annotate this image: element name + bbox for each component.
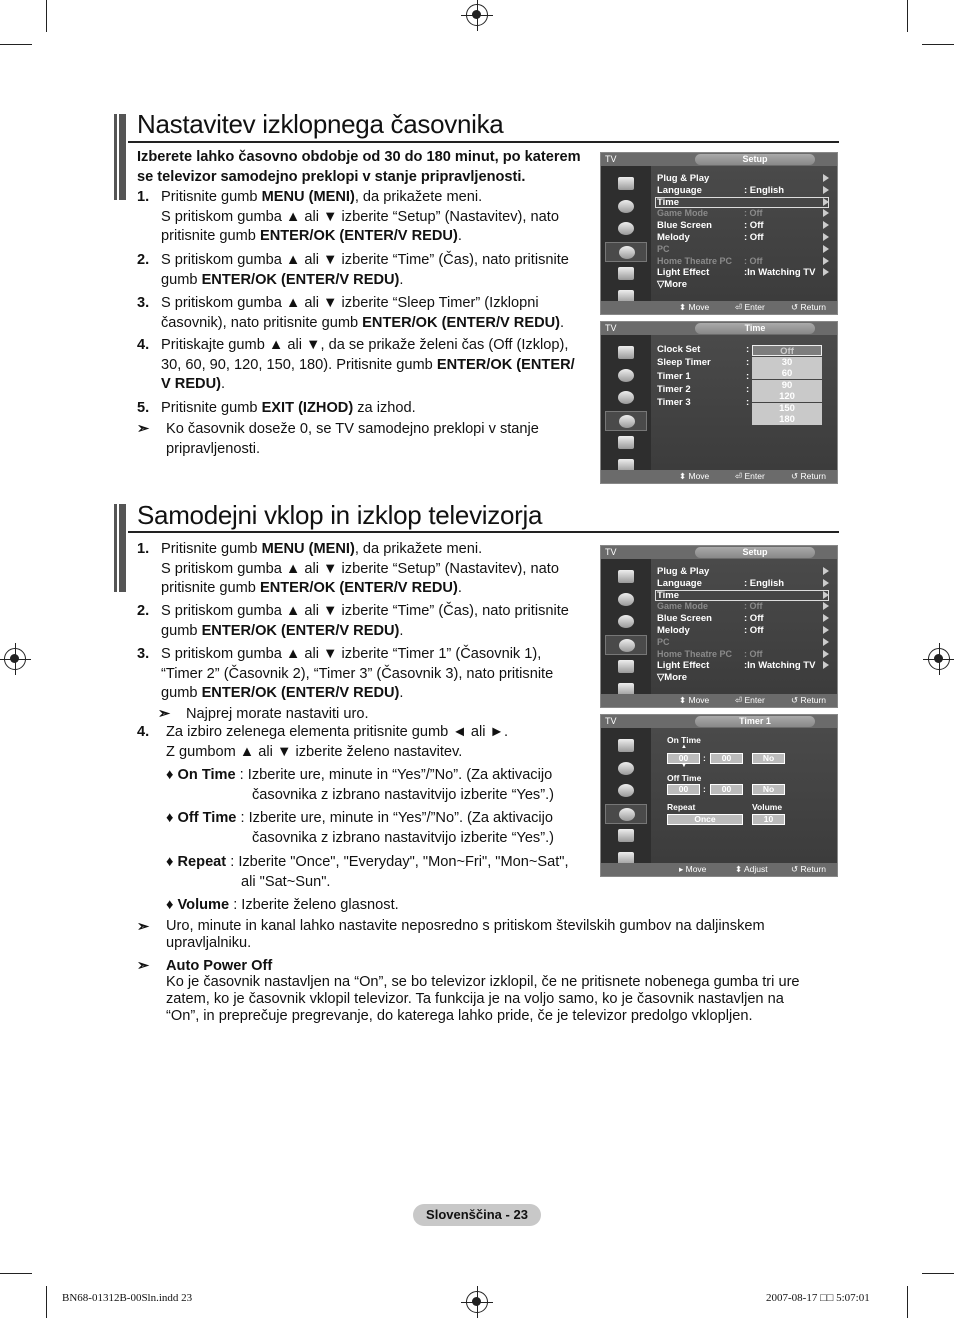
arrow-right-icon	[823, 650, 829, 658]
on-time-label: On Time	[667, 735, 701, 745]
arrow-right-icon	[823, 626, 829, 634]
menu-item-label[interactable]: Light Effect	[657, 660, 710, 672]
menu-item-label[interactable]: PC	[657, 636, 670, 647]
menu-item-value: : Off	[744, 208, 763, 219]
menu-item-value: : English	[744, 184, 785, 196]
off-time-yes-no-field[interactable]: No	[752, 784, 785, 795]
sound-icon	[618, 762, 634, 775]
crop-mark	[0, 44, 32, 45]
step-number: 5.	[137, 400, 150, 416]
menu-item-value: : Off	[744, 255, 763, 266]
section1-rule	[128, 141, 839, 143]
volume-field[interactable]: 10	[752, 814, 785, 825]
menu-item-label[interactable]: Home Theatre PC	[657, 255, 733, 266]
note-arrow-icon: ➣	[137, 958, 150, 974]
arrow-right-icon	[823, 209, 829, 217]
move-hint: ⬍ Move	[679, 302, 710, 312]
sleep-timer-option[interactable]: 30	[752, 357, 822, 368]
return-hint: ↺ Return	[791, 695, 826, 705]
step-text: časovnik), nato pritisnite gumb ENTER/OK (ENTER/V REDU).	[161, 314, 565, 331]
menu-item-label[interactable]: Home Theatre PC	[657, 648, 733, 659]
menu-item-value: :In Watching TV	[744, 660, 816, 672]
menu-item-value: : Off	[744, 232, 764, 243]
arrow-right-icon	[823, 567, 829, 575]
menu-item-label[interactable]: Game Mode	[657, 601, 709, 612]
menu-item-label[interactable]: ▽More	[657, 279, 688, 291]
auto-power-off-text: zatem, ko je časovnik vklopil televizor. Ta funkcija je na voljo samo, ko je časovnik nastavljen na	[166, 991, 784, 1007]
menu-item-value: : Off	[744, 220, 764, 232]
input-icon	[618, 660, 634, 673]
setup-icon	[619, 415, 635, 428]
side-menu-item[interactable]	[605, 759, 647, 779]
side-menu	[601, 166, 651, 301]
repeat-field[interactable]: Once	[667, 814, 743, 825]
note-arrow-icon: ➣	[137, 421, 150, 437]
step-text: S pritiskom gumba ▲ ali ▼ izberite “Time” (Čas), nato pritisnite	[161, 252, 569, 268]
tv-label: TV	[605, 716, 617, 726]
step-text: 30, 60, 90, 120, 150, 180). Pritisnite gumb ENTER/OK (ENTER/	[161, 356, 575, 373]
menu-item-label[interactable]: Melody	[657, 232, 690, 243]
step-text: pritisnite gumb ENTER/OK (ENTER/V REDU).	[161, 580, 462, 596]
return-hint: ↺ Return	[791, 302, 826, 312]
bullet-item: ali "Sat~Sun".	[241, 873, 331, 890]
page-number-label: Slovenščina - 23	[413, 1204, 541, 1226]
registration-mark-icon	[466, 4, 488, 26]
on-time-minute-field[interactable]: 00	[710, 753, 743, 764]
menu-item-value: :	[746, 370, 750, 382]
menu-item-label[interactable]: Blue Screen	[657, 613, 712, 625]
side-menu-item[interactable]	[605, 826, 647, 846]
bullet-item: ♦ Repeat : Izberite "Once", "Everyday", "Mon~Fri", "Mon~Sat",	[166, 854, 569, 870]
channel-icon	[618, 615, 634, 628]
menu-item-label[interactable]: Light Effect	[657, 267, 710, 279]
channel-icon	[618, 391, 634, 404]
crop-mark	[922, 44, 954, 45]
step-number: 3.	[137, 295, 150, 311]
step-text: gumb ENTER/OK (ENTER/V REDU).	[161, 622, 404, 639]
step-number: 1.	[137, 189, 150, 205]
setup-menu-panel	[600, 545, 838, 708]
move-hint: ▸ Move	[679, 864, 707, 874]
side-menu-item[interactable]	[605, 657, 647, 677]
side-menu-item[interactable]	[605, 612, 647, 632]
sound-icon	[618, 593, 634, 606]
registration-mark-icon	[928, 648, 950, 670]
menu-title: Time	[695, 323, 815, 334]
section-bar	[114, 504, 126, 592]
step-number: 2.	[137, 252, 150, 268]
enter-hint: ⏎ Enter	[735, 471, 765, 481]
timer1-menu-panel	[600, 714, 838, 877]
step-text: Z gumbom ▲ ali ▼ izberite želeno nastavitev.	[166, 743, 463, 760]
side-menu-item[interactable]	[605, 411, 647, 431]
arrow-right-icon	[823, 233, 829, 241]
menu-item-value: : Off	[744, 625, 764, 636]
menu-item-value: : Off	[744, 648, 763, 659]
menu-item-label[interactable]: Language	[657, 577, 702, 589]
repeat-label: Repeat	[667, 802, 696, 812]
file-slug: BN68-01312B-00Sln.indd 23	[62, 1292, 193, 1304]
separator: :	[703, 753, 706, 763]
selected-row-highlight	[655, 197, 829, 208]
step-text: pritisnite gumb ENTER/OK (ENTER/V REDU).	[161, 228, 462, 244]
menu-item-label[interactable]: Plug & Play	[657, 173, 710, 184]
tv-label: TV	[605, 323, 617, 333]
side-menu-item[interactable]	[605, 174, 647, 194]
move-hint: ⬍ Move	[679, 471, 710, 481]
bullet-item: časovnika z izbrano nastavitvijo izberite “Yes”.)	[252, 829, 555, 846]
step-text: V REDU).	[161, 376, 226, 392]
picture-icon	[618, 570, 634, 583]
side-menu-item[interactable]	[605, 242, 647, 262]
enter-hint: ⏎ Enter	[735, 302, 765, 312]
crop-mark	[0, 1273, 32, 1274]
menu-item-value: :	[746, 397, 750, 409]
step-number: 3.	[137, 646, 150, 662]
menu-item-label[interactable]: Timer 2	[657, 383, 691, 395]
step-number: 4.	[137, 337, 150, 353]
menu-item-label[interactable]: Plug & Play	[657, 566, 710, 577]
menu-item-label[interactable]: ▽More	[657, 672, 688, 684]
bullet-item: ♦ Off Time : Izberite ure, minute in “Yes”/”No”. (Za aktivacijo	[166, 810, 554, 826]
enter-hint: ⏎ Enter	[735, 695, 765, 705]
sound-icon	[618, 369, 634, 382]
return-hint: ↺ Return	[791, 471, 826, 481]
section-bar	[114, 114, 126, 200]
step-number: 2.	[137, 603, 150, 619]
input-icon	[618, 267, 634, 280]
menu-item-value: :	[746, 344, 750, 355]
note-text: upravljalniku.	[166, 935, 252, 951]
menu-item-value: : English	[744, 577, 785, 589]
note-arrow-icon: ➣	[158, 706, 171, 722]
step-text: Pritisnite gumb EXIT (IZHOD) za izhod.	[161, 400, 416, 416]
menu-bottombar	[601, 470, 837, 483]
setup-icon	[619, 639, 635, 652]
setup-icon	[619, 246, 635, 259]
down-arrow-icon: ▼	[681, 763, 687, 769]
menu-item-label[interactable]: Time	[657, 589, 680, 601]
arrow-right-icon	[823, 602, 829, 610]
bullet-item: ♦ Volume : Izberite želeno glasnost.	[166, 897, 399, 913]
side-menu-item[interactable]	[605, 219, 647, 239]
crop-mark	[46, 1286, 47, 1318]
input-icon	[618, 829, 634, 842]
bullet-item: ♦ On Time : Izberite ure, minute in “Yes”/”No”. (Za aktivacijo	[166, 767, 553, 783]
input-icon	[618, 436, 634, 449]
menu-content	[651, 728, 837, 863]
arrow-right-icon	[823, 186, 829, 194]
note-text: Ko časovnik doseže 0, se TV samodejno preklopi v stanje	[166, 421, 539, 437]
menu-item-label[interactable]: Language	[657, 184, 702, 196]
side-menu	[601, 559, 651, 694]
menu-item-label[interactable]: Timer 1	[657, 370, 691, 382]
menu-item-value: :	[746, 383, 750, 395]
on-time-yes-no-field[interactable]: No	[752, 753, 785, 764]
crop-mark	[922, 1273, 954, 1274]
sound-icon	[618, 200, 634, 213]
section1-intro: Izberete lahko časovno obdobje od 30 do 180 minut, po katerem se televizor samodejno preklopi v stanje pripravljenosti.	[137, 149, 581, 185]
off-time-hour-field[interactable]: 00	[667, 784, 700, 795]
sleep-timer-option[interactable]: 90	[752, 380, 822, 391]
section2-title: Samodejni vklop in izklop televizorja	[137, 500, 543, 530]
side-menu-item[interactable]	[605, 433, 647, 453]
crop-mark	[46, 0, 47, 32]
menu-item-value: :In Watching TV	[744, 267, 816, 279]
sleep-timer-option[interactable]: 180	[752, 414, 822, 425]
side-menu-item[interactable]	[605, 197, 647, 217]
registration-mark-icon	[4, 648, 26, 670]
side-menu	[601, 335, 651, 470]
side-menu-item[interactable]	[605, 804, 647, 824]
menu-item-label[interactable]: Melody	[657, 625, 690, 636]
menu-item-label[interactable]: Time	[657, 196, 680, 208]
auto-power-off-title: Auto Power Off	[166, 958, 273, 974]
step-number: 4.	[137, 724, 150, 740]
step-text: S pritiskom gumba ▲ ali ▼ izberite “Sleep Timer” (Izklopni	[161, 295, 539, 311]
arrow-right-icon	[823, 174, 829, 182]
menu-item-label[interactable]: Sleep Timer	[657, 357, 711, 369]
side-menu-item[interactable]	[605, 635, 647, 655]
step-text: gumb ENTER/OK (ENTER/V REDU).	[161, 685, 404, 701]
setup-icon	[619, 808, 635, 821]
on-time-hour-field[interactable]: 00	[667, 753, 700, 764]
crop-mark	[907, 0, 908, 32]
note-text: pripravljenosti.	[166, 440, 261, 457]
move-hint: ⬍ Move	[679, 695, 710, 705]
menu-title: Setup	[695, 154, 815, 165]
off-time-minute-field[interactable]: 00	[710, 784, 743, 795]
note-text: Uro, minute in kanal lahko nastavite neposredno s pritiskom številskih gumbov na daljinskem	[166, 918, 765, 934]
step-text: S pritiskom gumba ▲ ali ▼ izberite “Setup” (Nastavitev), nato	[161, 208, 559, 225]
auto-power-off-text: “On”, in preprečuje pregrevanje, do katerega lahko pride, če je televizor predolgo vklopljen.	[166, 1008, 753, 1024]
sleep-timer-option[interactable]: 120	[752, 391, 822, 402]
up-arrow-icon: ▲	[681, 744, 687, 750]
side-menu-item[interactable]	[605, 781, 647, 801]
menu-bottombar	[601, 694, 837, 707]
separator: :	[703, 784, 706, 794]
side-menu-item[interactable]	[605, 264, 647, 284]
off-time-label: Off Time	[667, 773, 702, 783]
arrow-right-icon	[823, 579, 829, 587]
menu-content	[651, 559, 837, 694]
arrow-right-icon	[823, 245, 829, 253]
date-slug: 2007-08-17 □□ 5:07:01	[766, 1292, 870, 1304]
arrow-right-icon	[823, 221, 829, 229]
picture-icon	[618, 346, 634, 359]
step-text: Pritisnite gumb MENU (MENI), da prikažete meni.	[161, 541, 483, 557]
step-text: “Timer 2” (Časovnik 2), “Timer 3” (Časovnik 3), nato pritisnite	[161, 665, 554, 682]
arrow-right-icon	[823, 614, 829, 622]
step-text: S pritiskom gumba ▲ ali ▼ izberite “Time” (Čas), nato pritisnite	[161, 603, 569, 619]
volume-label: Volume	[752, 802, 783, 812]
tv-label: TV	[605, 547, 617, 557]
menu-item-label[interactable]: PC	[657, 243, 670, 254]
step-text: S pritiskom gumba ▲ ali ▼ izberite “Timer 1” (Časovnik 1),	[161, 646, 542, 662]
menu-item-value: : Off	[744, 613, 764, 625]
menu-content	[651, 166, 837, 301]
arrow-right-icon	[823, 257, 829, 265]
side-menu-item[interactable]	[605, 366, 647, 386]
setup-menu-panel	[600, 152, 838, 315]
arrow-right-icon	[823, 661, 829, 669]
auto-power-off-text: Ko je časovnik nastavljen na “On”, se bo televizor izklopil, če ne pritisnete nobenega gumba tri ure	[166, 974, 800, 990]
channel-icon	[618, 222, 634, 235]
return-hint: ↺ Return	[791, 864, 826, 874]
note-arrow-icon: ➣	[137, 919, 150, 935]
arrow-right-icon	[823, 638, 829, 646]
step-number: 1.	[137, 541, 150, 557]
crop-mark	[907, 1286, 908, 1318]
menu-bottombar	[601, 301, 837, 314]
menu-content	[651, 335, 837, 470]
step-text: Za izbiro zelenega elementa pritisnite gumb ◄ ali ►.	[166, 724, 509, 740]
registration-mark-icon	[466, 1291, 488, 1313]
bullet-item: časovnika z izbrano nastavitvijo izberite “Yes”.)	[252, 786, 555, 803]
menu-item-value: : Off	[744, 601, 763, 612]
step-text: Pritisnite gumb MENU (MENI), da prikažete meni.	[161, 189, 483, 205]
menu-bottombar	[601, 863, 837, 876]
side-menu-item[interactable]	[605, 388, 647, 408]
side-menu	[601, 728, 651, 863]
sleep-timer-option[interactable]: 60	[752, 368, 822, 379]
arrow-right-icon	[823, 591, 829, 599]
menu-item-label[interactable]: Clock Set	[657, 344, 701, 355]
step-text: Pritiskajte gumb ▲ ali ▼, da se prikaže želeni čas (Off (Izklop),	[161, 337, 569, 353]
arrow-right-icon	[823, 268, 829, 276]
sleep-timer-option[interactable]: 150	[752, 403, 822, 414]
menu-item-label[interactable]: Game Mode	[657, 208, 709, 219]
menu-item-value: :	[746, 357, 750, 369]
side-menu-item[interactable]	[605, 343, 647, 363]
section2-rule	[128, 531, 839, 533]
channel-icon	[618, 784, 634, 797]
section1-title: Nastavitev izklopnega časovnika	[137, 109, 504, 139]
picture-icon	[618, 739, 634, 752]
menu-item-label[interactable]: Blue Screen	[657, 220, 712, 232]
arrow-right-icon	[823, 198, 829, 206]
time-menu-panel	[600, 321, 838, 484]
menu-title: Timer 1	[695, 716, 815, 727]
menu-item-label[interactable]: Timer 3	[657, 397, 691, 409]
step-text: gumb ENTER/OK (ENTER/V REDU).	[161, 271, 404, 288]
side-menu-item[interactable]	[605, 567, 647, 587]
side-menu-item[interactable]	[605, 590, 647, 610]
tv-label: TV	[605, 154, 617, 164]
selected-row-highlight	[655, 590, 829, 601]
adjust-hint: ⬍ Adjust	[735, 864, 768, 874]
menu-title: Setup	[695, 547, 815, 558]
picture-icon	[618, 177, 634, 190]
sleep-timer-option[interactable]: Off	[752, 345, 822, 356]
side-menu-item[interactable]	[605, 736, 647, 756]
step-text: S pritiskom gumba ▲ ali ▼ izberite “Setup” (Nastavitev), nato	[161, 560, 559, 577]
note-text: Najprej morate nastaviti uro.	[186, 706, 369, 722]
